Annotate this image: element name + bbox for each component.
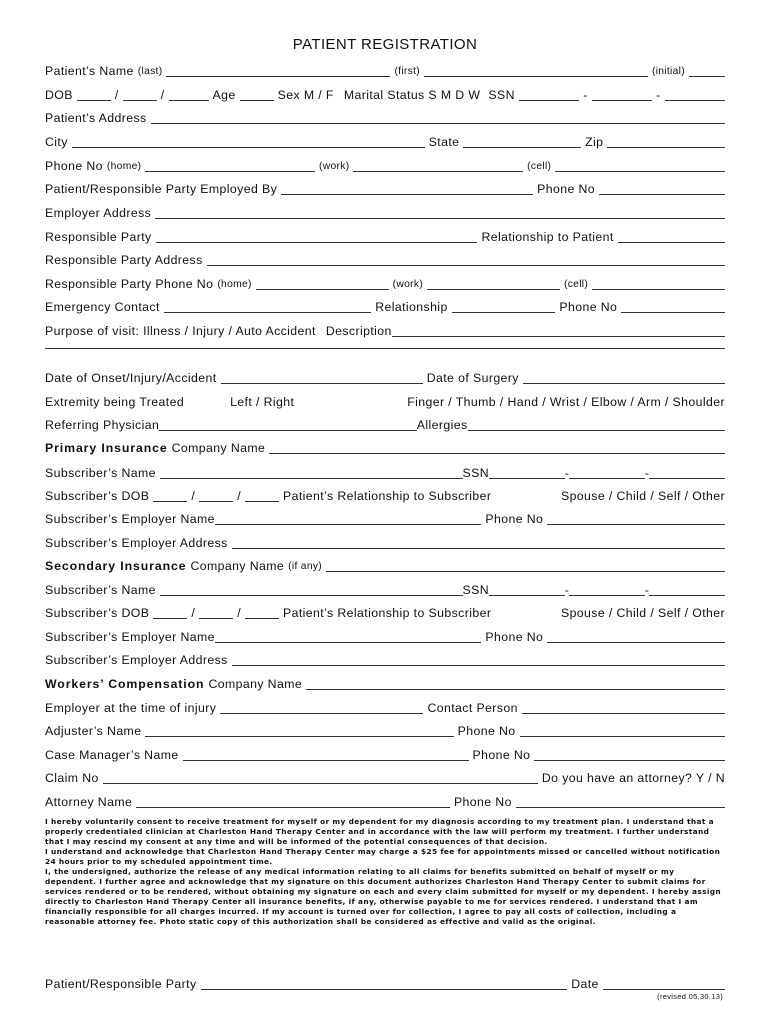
purpose-of-visit-options[interactable]: Purpose of visit: Illness / Injury / Auto Accident bbox=[45, 324, 316, 338]
patient-address-label: Patient’s Address bbox=[45, 111, 147, 125]
sex-options[interactable]: Sex M / F bbox=[277, 88, 334, 102]
referring-physician-row bbox=[45, 418, 725, 433]
patient-name-label: Patient’s Name bbox=[45, 64, 134, 78]
rp-cell-phone-hint: (cell) bbox=[563, 279, 589, 290]
left-right-options[interactable]: Left / Right bbox=[230, 395, 295, 409]
last-name-field[interactable] bbox=[166, 76, 390, 77]
secondary-patient-relationship-label: Patient’s Relationship to Subscriber bbox=[283, 606, 492, 620]
secondary-employer-address-row bbox=[45, 653, 725, 668]
home-phone-hint: (home) bbox=[106, 161, 142, 172]
claim-row bbox=[45, 771, 725, 786]
patient-address-field[interactable] bbox=[151, 123, 725, 124]
secondary-employer-address-label: Subscriber’s Employer Address bbox=[45, 653, 228, 667]
secondary-insurance-heading: Secondary Insurance bbox=[45, 559, 187, 573]
employer-at-injury-field[interactable] bbox=[220, 713, 423, 714]
case-manager-name-label: Case Manager’s Name bbox=[45, 748, 179, 762]
workers-comp-company-label: Company Name bbox=[208, 677, 303, 691]
responsible-party-address-row bbox=[45, 253, 725, 268]
consent-treatment-paragraph: I hereby voluntarily consent to receive treatment for myself or my dependent for my diagnosis according to my treatment plan. I understand that a properly credentialed clinician at Charleston Hand Therapy Center and in accordance with the law will perform my treatment. I further understand that I may rescind my consent at any time and will be informed of the potential consequences of that decision. bbox=[45, 817, 715, 846]
consent-fee-paragraph: I understand and acknowledge that Charleston Hand Therapy Center may charge a $25 fee for appointments missed or cancelled without notification 24 hours prior to my scheduled appointment time. bbox=[45, 847, 721, 866]
primary-company-name-field[interactable] bbox=[269, 453, 725, 454]
employer-address-field[interactable] bbox=[155, 218, 725, 219]
primary-subscriber-name-field[interactable] bbox=[160, 478, 463, 479]
dob-year-field[interactable] bbox=[169, 100, 209, 101]
secondary-ssn-part3-field[interactable] bbox=[649, 595, 725, 596]
claim-no-label: Claim No bbox=[45, 771, 99, 785]
case-manager-name-field[interactable] bbox=[183, 760, 469, 761]
secondary-employer-name-field[interactable] bbox=[215, 642, 482, 643]
patient-address-row bbox=[45, 111, 725, 126]
adjuster-phone-field[interactable] bbox=[520, 736, 725, 737]
description-field[interactable] bbox=[392, 336, 725, 337]
marital-status-options[interactable]: Marital Status S M D W bbox=[343, 88, 481, 102]
primary-subscriber-name-label: Subscriber’s Name bbox=[45, 466, 156, 480]
dob-label: DOB bbox=[45, 88, 73, 102]
workers-comp-row bbox=[45, 677, 725, 692]
secondary-employer-phone-label: Phone No bbox=[485, 630, 544, 644]
dob-slash: / bbox=[191, 489, 196, 503]
emergency-contact-field[interactable] bbox=[164, 312, 371, 313]
work-phone-field[interactable] bbox=[353, 171, 523, 172]
primary-employer-name-field[interactable] bbox=[215, 524, 482, 525]
description-field-line-2[interactable] bbox=[45, 348, 725, 349]
secondary-subscriber-dob-label: Subscriber’s DOB bbox=[45, 606, 150, 620]
emergency-contact-row bbox=[45, 300, 725, 315]
secondary-employer-name-label: Subscriber’s Employer Name bbox=[45, 630, 215, 644]
primary-ssn-part1-field[interactable] bbox=[489, 478, 565, 479]
secondary-subscriber-name-row bbox=[45, 583, 725, 598]
city-label: City bbox=[45, 135, 68, 149]
ssn-part3-field[interactable] bbox=[665, 100, 725, 101]
first-name-field[interactable] bbox=[424, 76, 648, 77]
primary-ssn-part3-field[interactable] bbox=[649, 478, 725, 479]
responsible-party-label: Responsible Party bbox=[45, 230, 152, 244]
description-continuation-row bbox=[45, 348, 725, 351]
consent-authorization-paragraph: I, the undersigned, authorize the release of any medical information relating to all claims for benefits submitted on behalf of myself or my dependent. I further agree and acknowledge that my signature on this document authorizes Charleston Hand Therapy Center to submit claims for services rendered or to be rendered, without obtaining my signature on each and every claim submitted for myself or my dependent. I hereby assign directly to Charleston Hand Therapy Center all insurance benefits, if any, otherwise payable to me for services rendered. I understand that I am financially responsible for all charges incurred. If my account is turned over for collection, I agree to pay all costs of collection, including a reasonable attorney fee. Photo static copy of this authorization shall be considered as effective and valid as the original. bbox=[45, 867, 721, 926]
secondary-ssn-dash: - bbox=[644, 583, 650, 597]
claim-no-field[interactable] bbox=[103, 783, 538, 784]
secondary-ssn-part1-field[interactable] bbox=[489, 595, 565, 596]
signature-field[interactable] bbox=[201, 989, 568, 990]
attorney-row bbox=[45, 795, 725, 810]
secondary-dob-year-field[interactable] bbox=[245, 618, 279, 619]
rp-home-phone-hint: (home) bbox=[217, 279, 252, 290]
extremity-label: Extremity being Treated bbox=[45, 395, 185, 409]
primary-relationship-options[interactable]: Spouse / Child / Self / Other bbox=[560, 489, 725, 503]
primary-employer-address-label: Subscriber’s Employer Address bbox=[45, 536, 228, 550]
state-label: State bbox=[428, 135, 460, 149]
responsible-party-phone-label: Responsible Party Phone No bbox=[45, 277, 214, 291]
primary-subscriber-dob-row bbox=[45, 489, 725, 504]
responsible-party-address-label: Responsible Party Address bbox=[45, 253, 203, 267]
employer-at-injury-label: Employer at the time of injury bbox=[45, 701, 217, 715]
date-of-onset-label: Date of Onset/Injury/Accident bbox=[45, 371, 217, 385]
employer-at-injury-row bbox=[45, 701, 725, 716]
relationship-to-patient-label: Relationship to Patient bbox=[481, 230, 614, 244]
zip-label: Zip bbox=[585, 135, 604, 149]
emergency-contact-label: Emergency Contact bbox=[45, 300, 160, 314]
secondary-dob-day-field[interactable] bbox=[199, 618, 233, 619]
last-name-hint: (last) bbox=[137, 66, 163, 77]
rp-work-phone-field[interactable] bbox=[427, 289, 560, 290]
primary-ssn-dash: - bbox=[644, 466, 650, 480]
adjuster-row bbox=[45, 724, 725, 739]
state-field[interactable] bbox=[463, 147, 581, 148]
primary-employer-address-field[interactable] bbox=[232, 548, 725, 549]
responsible-party-address-field[interactable] bbox=[207, 265, 725, 266]
if-any-hint: (if any) bbox=[288, 561, 323, 572]
primary-ssn-part2-field[interactable] bbox=[569, 478, 645, 479]
date-of-onset-field[interactable] bbox=[221, 383, 423, 384]
ssn-part1-field[interactable] bbox=[519, 100, 579, 101]
emergency-phone-field[interactable] bbox=[621, 312, 725, 313]
first-name-hint: (first) bbox=[394, 66, 420, 77]
cell-phone-hint: (cell) bbox=[527, 161, 552, 172]
attorney-phone-label: Phone No bbox=[453, 795, 512, 809]
attorney-question-options[interactable]: Do you have an attorney? Y / N bbox=[541, 771, 725, 785]
initial-field[interactable] bbox=[689, 76, 725, 77]
secondary-ssn-label: SSN bbox=[462, 583, 490, 597]
secondary-employer-address-field[interactable] bbox=[232, 665, 725, 666]
primary-employer-phone-field[interactable] bbox=[547, 524, 725, 525]
secondary-insurance-row bbox=[45, 559, 725, 574]
adjuster-name-field[interactable] bbox=[145, 736, 453, 737]
attorney-name-label: Attorney Name bbox=[45, 795, 133, 809]
adjuster-phone-label: Phone No bbox=[457, 724, 516, 738]
workers-comp-heading: Workers’ Compensation bbox=[45, 677, 205, 691]
secondary-company-name-field[interactable] bbox=[326, 571, 725, 572]
secondary-dob-month-field[interactable] bbox=[153, 618, 187, 619]
emergency-phone-label: Phone No bbox=[559, 300, 618, 314]
phone-row bbox=[45, 159, 725, 174]
dob-slash: / bbox=[237, 606, 242, 620]
employer-phone-field[interactable] bbox=[599, 194, 725, 195]
employer-address-label: Employer Address bbox=[45, 206, 152, 220]
phone-label: Phone No bbox=[45, 159, 103, 173]
ssn-label: SSN bbox=[488, 88, 515, 102]
dob-slash: / bbox=[237, 489, 242, 503]
dob-row bbox=[45, 88, 725, 103]
primary-subscriber-dob-label: Subscriber’s DOB bbox=[45, 489, 150, 503]
primary-employer-phone-label: Phone No bbox=[485, 512, 544, 526]
adjuster-name-label: Adjuster’s Name bbox=[45, 724, 142, 738]
signature-row bbox=[45, 977, 725, 992]
primary-employer-address-row bbox=[45, 536, 725, 551]
responsible-party-row bbox=[45, 230, 725, 245]
primary-company-name-label: Company Name bbox=[171, 441, 266, 455]
contact-person-label: Contact Person bbox=[427, 701, 518, 715]
secondary-ssn-part2-field[interactable] bbox=[569, 595, 645, 596]
initial-hint: (initial) bbox=[651, 66, 685, 77]
primary-employer-name-row bbox=[45, 512, 725, 527]
employed-by-label: Patient/Responsible Party Employed By bbox=[45, 182, 278, 196]
allergies-field[interactable] bbox=[468, 430, 726, 431]
primary-dob-year-field[interactable] bbox=[245, 501, 279, 502]
city-field[interactable] bbox=[72, 147, 425, 148]
rp-cell-phone-field[interactable] bbox=[592, 289, 725, 290]
secondary-employer-name-row bbox=[45, 630, 725, 645]
primary-insurance-heading: Primary Insurance bbox=[45, 441, 168, 455]
secondary-ssn-dash: - bbox=[564, 583, 570, 597]
secondary-subscriber-name-field[interactable] bbox=[160, 595, 463, 596]
primary-patient-relationship-label: Patient’s Relationship to Subscriber bbox=[283, 489, 492, 503]
emergency-relationship-label: Relationship bbox=[375, 300, 448, 314]
case-manager-phone-field[interactable] bbox=[534, 760, 725, 761]
emergency-relationship-field[interactable] bbox=[452, 312, 556, 313]
case-manager-phone-label: Phone No bbox=[472, 748, 531, 762]
allergies-label: Allergies bbox=[416, 418, 468, 432]
body-part-options[interactable]: Finger / Thumb / Hand / Wrist / Elbow / Arm / Shoulder bbox=[407, 395, 725, 409]
dob-slash: / bbox=[160, 88, 165, 102]
description-label: Description bbox=[325, 324, 392, 338]
attorney-phone-field[interactable] bbox=[516, 807, 725, 808]
secondary-company-name-label: Company Name bbox=[190, 559, 285, 573]
signature-date-label: Date bbox=[571, 977, 599, 991]
referring-physician-label: Referring Physician bbox=[45, 418, 160, 432]
dob-slash: / bbox=[114, 88, 119, 102]
primary-insurance-row bbox=[45, 441, 725, 456]
primary-subscriber-name-row bbox=[45, 466, 725, 481]
zip-field[interactable] bbox=[607, 147, 725, 148]
dob-month-field[interactable] bbox=[77, 100, 111, 101]
city-row bbox=[45, 135, 725, 150]
patient-name-row bbox=[45, 64, 725, 79]
primary-ssn-dash: - bbox=[564, 466, 570, 480]
workers-comp-company-field[interactable] bbox=[306, 689, 725, 690]
consent-statement bbox=[45, 817, 725, 927]
page-title: PATIENT REGISTRATION bbox=[292, 36, 478, 53]
purpose-of-visit-row bbox=[45, 324, 725, 339]
ssn-dash: - bbox=[656, 88, 661, 102]
relationship-to-patient-field[interactable] bbox=[618, 242, 725, 243]
employed-by-row bbox=[45, 182, 725, 197]
responsible-party-field[interactable] bbox=[156, 242, 478, 243]
case-manager-row bbox=[45, 748, 725, 763]
home-phone-field[interactable] bbox=[145, 171, 315, 172]
age-label: Age bbox=[212, 88, 236, 102]
extremity-row bbox=[45, 395, 725, 410]
secondary-employer-phone-field[interactable] bbox=[547, 642, 725, 643]
ssn-part2-field[interactable] bbox=[592, 100, 652, 101]
revision-note: (revised 05.30.13) bbox=[657, 992, 723, 1001]
primary-employer-name-label: Subscriber’s Employer Name bbox=[45, 512, 215, 526]
date-of-surgery-field[interactable] bbox=[523, 383, 725, 384]
responsible-party-phone-row bbox=[45, 277, 725, 292]
cell-phone-field[interactable] bbox=[555, 171, 725, 172]
employer-address-row bbox=[45, 206, 725, 221]
dob-day-field[interactable] bbox=[123, 100, 157, 101]
primary-dob-day-field[interactable] bbox=[199, 501, 233, 502]
date-of-surgery-label: Date of Surgery bbox=[426, 371, 519, 385]
primary-ssn-label: SSN bbox=[462, 466, 490, 480]
rp-work-phone-hint: (work) bbox=[392, 279, 424, 290]
secondary-subscriber-dob-row bbox=[45, 606, 725, 621]
primary-dob-month-field[interactable] bbox=[153, 501, 187, 502]
referring-physician-field[interactable] bbox=[159, 430, 417, 431]
signature-date-field[interactable] bbox=[603, 989, 725, 990]
employed-by-field[interactable] bbox=[281, 194, 533, 195]
contact-person-field[interactable] bbox=[522, 713, 725, 714]
work-phone-hint: (work) bbox=[319, 161, 350, 172]
employer-phone-label: Phone No bbox=[537, 182, 596, 196]
ssn-dash: - bbox=[583, 88, 588, 102]
attorney-name-field[interactable] bbox=[136, 807, 450, 808]
date-of-onset-row bbox=[45, 371, 725, 386]
secondary-subscriber-name-label: Subscriber’s Name bbox=[45, 583, 156, 597]
signature-label: Patient/Responsible Party bbox=[45, 977, 197, 991]
age-field[interactable] bbox=[240, 100, 274, 101]
dob-slash: / bbox=[191, 606, 196, 620]
rp-home-phone-field[interactable] bbox=[256, 289, 389, 290]
secondary-relationship-options[interactable]: Spouse / Child / Self / Other bbox=[560, 606, 725, 620]
